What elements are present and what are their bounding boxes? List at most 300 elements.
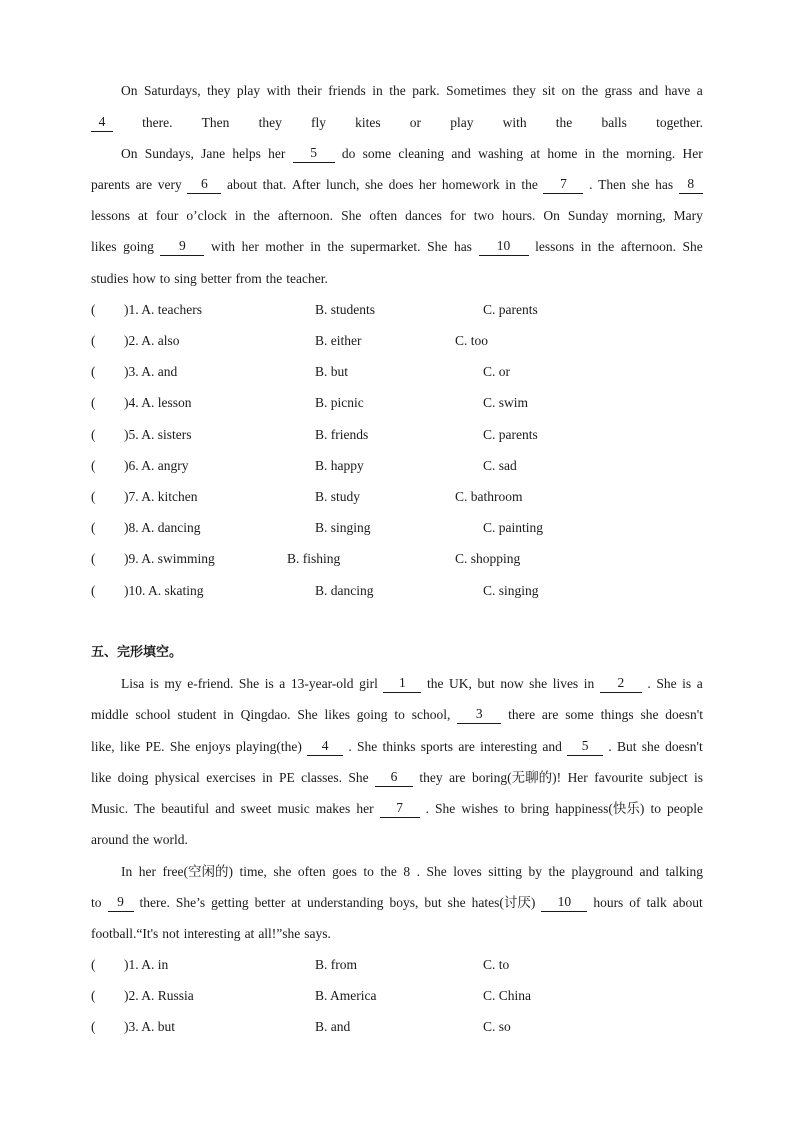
question-option-c: C. to: [483, 957, 510, 972]
passage2-line: [91, 738, 703, 756]
word: on: [561, 83, 576, 98]
word: goes: [332, 864, 357, 879]
word: doesn't: [665, 739, 703, 754]
word: things: [600, 707, 634, 722]
word: do: [341, 146, 356, 161]
section-heading: 五、完形填空。: [91, 645, 183, 660]
question-option-c: C. bathroom: [455, 489, 523, 504]
word: the: [597, 239, 615, 254]
word: and: [639, 864, 659, 879]
answer-paren[interactable]: (: [91, 302, 96, 317]
word: people: [667, 801, 703, 816]
word: afternoon.: [620, 239, 676, 254]
word: the: [265, 271, 283, 286]
word: to: [650, 801, 661, 816]
question-option-c: C. so: [483, 1019, 511, 1034]
passage1-line: [91, 270, 703, 288]
answer-blank[interactable]: 6: [187, 176, 221, 194]
word: boys,: [389, 895, 419, 910]
question-option-c: C. or: [483, 364, 510, 379]
question-option-b: B. America: [315, 988, 377, 1003]
word: and: [542, 739, 562, 754]
question-option-a: )2. A. also: [124, 333, 180, 348]
answer-blank[interactable]: 1: [383, 675, 421, 693]
word: the: [380, 864, 397, 879]
word: to: [504, 801, 515, 816]
question-option-b: B. singing: [315, 520, 371, 535]
answer-paren[interactable]: (: [91, 333, 96, 348]
passage2-line: [91, 706, 703, 724]
word: in: [310, 239, 321, 254]
word: wishes: [461, 801, 499, 816]
word: morning,: [616, 208, 666, 223]
word: my: [164, 676, 182, 691]
question-option-a: )1. A. in: [124, 957, 169, 972]
question-option-c: C. parents: [483, 427, 538, 442]
passage2-line: [121, 675, 703, 693]
word: middle: [91, 707, 129, 722]
question-option-a: )2. A. Russia: [124, 988, 194, 1003]
word: with: [502, 115, 527, 130]
word: the: [555, 115, 573, 130]
passage2-line: [91, 800, 703, 818]
answer-paren[interactable]: (: [91, 957, 96, 972]
word: has: [453, 239, 472, 254]
word: school,: [411, 707, 451, 722]
answer-blank[interactable]: 2: [600, 675, 642, 693]
answer-paren[interactable]: (: [91, 427, 96, 442]
answer-blank[interactable]: 9: [108, 894, 134, 912]
word: her: [268, 146, 286, 161]
question-option-b: B. either: [315, 333, 362, 348]
word: in: [584, 146, 596, 161]
word: very: [157, 177, 182, 192]
word: two: [473, 208, 494, 223]
word: with: [266, 83, 291, 98]
question-option-a: )3. A. and: [124, 364, 178, 379]
passage2-line: [91, 925, 703, 943]
word: bring: [520, 801, 550, 816]
word: says.: [304, 926, 331, 941]
word: balls: [601, 115, 627, 130]
word: she: [631, 177, 650, 192]
word: free(空闲的): [162, 864, 233, 879]
answer-paren[interactable]: (: [91, 583, 96, 598]
word: music: [277, 801, 310, 816]
word: she: [529, 676, 548, 691]
word: often: [369, 208, 398, 223]
answer-blank[interactable]: 6: [375, 769, 413, 787]
word: homework: [441, 177, 500, 192]
word: to: [159, 271, 171, 286]
question-option-b: B. picnic: [315, 395, 364, 410]
word: interesting: [183, 926, 241, 941]
word: talk: [646, 895, 667, 910]
word: some: [565, 707, 594, 722]
word: playing(the): [235, 739, 302, 754]
question-option-c: C. China: [483, 988, 532, 1003]
word: talking: [665, 864, 703, 879]
word: is: [682, 676, 692, 691]
word: a: [696, 676, 703, 691]
word: at: [291, 895, 302, 910]
word: they: [207, 83, 231, 98]
question-option-b: B. dancing: [315, 583, 374, 598]
word: to: [91, 895, 102, 910]
word: is: [693, 770, 703, 785]
word: girl: [359, 676, 378, 691]
answer-paren[interactable]: (: [91, 551, 96, 566]
word: But: [617, 739, 637, 754]
word: student: [177, 707, 217, 722]
word: like: [119, 739, 141, 754]
word: Music.: [91, 801, 129, 816]
word: have: [664, 83, 691, 98]
word: she: [447, 895, 466, 910]
word: in: [223, 707, 234, 722]
answer-blank[interactable]: 9: [160, 238, 204, 256]
answer-blank[interactable]: 8: [679, 176, 703, 194]
passage1-line: [91, 207, 703, 225]
word: Her: [567, 770, 588, 785]
word: her: [418, 177, 437, 192]
word: about: [226, 177, 257, 192]
word: often: [297, 864, 326, 879]
word: kites: [355, 115, 381, 130]
passage1-line: [91, 114, 703, 132]
word: and: [451, 146, 471, 161]
question-option-a: )10. A. skating: [124, 583, 204, 598]
word: in: [580, 239, 592, 254]
word: around: [91, 832, 129, 847]
passage2-line: [91, 831, 703, 849]
word: makes: [315, 801, 351, 816]
word: are: [458, 739, 475, 754]
question-option-a: )7. A. kitchen: [124, 489, 198, 504]
word: to: [363, 864, 374, 879]
question-option-b: B. study: [315, 489, 361, 504]
word: boring(无聊的)!: [471, 770, 562, 785]
word: Qingdao.: [240, 707, 291, 722]
word: she: [364, 177, 383, 192]
passage1-line: [91, 176, 703, 194]
word: the: [132, 832, 149, 847]
word: sit: [542, 83, 556, 98]
word: play: [450, 115, 474, 130]
word: the: [253, 208, 270, 223]
answer-paren[interactable]: (: [91, 395, 96, 410]
answer-paren[interactable]: (: [91, 988, 96, 1003]
word: She: [348, 770, 369, 785]
word: in: [505, 177, 516, 192]
answer-blank[interactable]: 7: [380, 800, 420, 818]
word: .: [647, 676, 651, 691]
word: how: [132, 271, 156, 286]
word: there.: [139, 895, 170, 910]
word: She: [169, 739, 191, 754]
word: hates(讨厌): [471, 895, 536, 910]
passage1-line: [121, 145, 703, 163]
word: Saturdays,: [143, 83, 201, 98]
question-option-b: B. students: [315, 302, 376, 317]
word: from: [235, 271, 262, 286]
word: by: [528, 864, 542, 879]
answer-blank[interactable]: 10: [479, 238, 529, 256]
word: the: [548, 864, 565, 879]
word: they: [512, 83, 536, 98]
answer-paren[interactable]: (: [91, 458, 96, 473]
word: play: [236, 83, 261, 98]
word: better: [200, 271, 232, 286]
word: are: [449, 770, 466, 785]
word: like,: [91, 739, 115, 754]
word: is: [264, 676, 274, 691]
question-option-a: )3. A. but: [124, 1019, 176, 1034]
word: She: [297, 707, 318, 722]
word: not: [162, 926, 180, 941]
word: in: [262, 770, 273, 785]
word: at: [244, 926, 255, 941]
word: her: [138, 864, 156, 879]
word: .: [348, 739, 352, 754]
word: exercises: [206, 770, 256, 785]
word: teacher.: [286, 271, 328, 286]
question-option-a: )1. A. teachers: [124, 302, 202, 317]
answer-paren[interactable]: (: [91, 520, 96, 535]
word: or: [409, 115, 422, 130]
word: she: [641, 739, 660, 754]
word: loves: [453, 864, 482, 879]
word: but: [477, 676, 495, 691]
word: like: [91, 770, 112, 785]
word: are: [135, 177, 153, 192]
word: lives: [552, 676, 579, 691]
word: at: [138, 208, 148, 223]
word: She: [427, 239, 448, 254]
word: enjoys: [195, 739, 231, 754]
word: playground: [571, 864, 633, 879]
word: She: [341, 208, 362, 223]
answer-blank[interactable]: 5: [567, 738, 603, 756]
word: happiness(快乐): [555, 801, 645, 816]
word: time,: [239, 864, 267, 879]
word: Mary: [673, 208, 703, 223]
word: her: [241, 239, 259, 254]
word: for: [449, 208, 466, 223]
word: hours: [593, 895, 624, 910]
word: home: [547, 146, 578, 161]
word: lessons: [535, 239, 575, 254]
word: school: [135, 707, 171, 722]
word: UK,: [449, 676, 472, 691]
question-option-c: C. singing: [483, 583, 539, 598]
word: there.: [142, 115, 173, 130]
word: but: [424, 895, 442, 910]
word: 8: [403, 864, 411, 879]
word: afternoon.: [277, 208, 334, 223]
word: she: [640, 707, 659, 722]
word: and: [215, 801, 235, 816]
word: supermarket.: [350, 239, 421, 254]
word: .: [416, 864, 420, 879]
word: PE: [278, 770, 295, 785]
word: understanding: [307, 895, 384, 910]
answer-blank[interactable]: 4: [91, 114, 113, 132]
word: beautiful: [161, 801, 210, 816]
question-option-c: C. shopping: [455, 551, 521, 566]
word: o’clock: [186, 208, 227, 223]
word: park.: [412, 83, 440, 98]
answer-blank[interactable]: 3: [457, 706, 501, 724]
question-option-a: )9. A. swimming: [124, 551, 215, 566]
word: grass: [604, 83, 633, 98]
word: the: [521, 177, 538, 192]
passage2-line: [121, 863, 703, 881]
word: .: [589, 177, 593, 192]
word: at: [530, 146, 541, 161]
word: in: [372, 83, 383, 98]
word: physical: [154, 770, 200, 785]
word: sitting: [488, 864, 522, 879]
question-option-a: )4. A. lesson: [124, 395, 192, 410]
word: sing: [174, 271, 197, 286]
word: She: [357, 739, 378, 754]
word: has: [655, 177, 674, 192]
word: Her: [682, 146, 703, 161]
word: likes: [324, 707, 350, 722]
question-option-c: C. painting: [483, 520, 543, 535]
word: lunch,: [325, 177, 360, 192]
word: to: [394, 707, 405, 722]
answer-blank[interactable]: 10: [541, 894, 587, 912]
passage2-line: [91, 769, 703, 787]
word: a: [696, 83, 703, 98]
word: .: [608, 739, 612, 754]
question-option-c: C. parents: [483, 302, 538, 317]
question-option-c: C. sad: [483, 458, 517, 473]
word: getting: [211, 895, 249, 910]
word: going: [356, 707, 388, 722]
answer-paren[interactable]: (: [91, 489, 96, 504]
answer-blank[interactable]: 5: [293, 145, 335, 163]
word: Sunday: [567, 208, 609, 223]
word: parents: [91, 177, 130, 192]
answer-paren[interactable]: (: [91, 364, 96, 379]
question-option-b: B. happy: [315, 458, 364, 473]
word: She: [426, 864, 447, 879]
answer-paren[interactable]: (: [91, 1019, 96, 1034]
word: .: [425, 801, 430, 816]
word: together.: [656, 115, 703, 130]
passage1-line: [91, 238, 703, 256]
word: doing: [117, 770, 149, 785]
word: there: [508, 707, 536, 722]
word: The: [134, 801, 156, 816]
word: sweet: [240, 801, 272, 816]
word: the: [581, 83, 599, 98]
word: they: [419, 770, 443, 785]
word: the: [426, 676, 444, 691]
word: world.: [153, 832, 188, 847]
word: the: [602, 146, 619, 161]
word: sports: [420, 739, 454, 754]
word: in: [234, 208, 246, 223]
word: Jane: [201, 146, 226, 161]
word: e-friend.: [187, 676, 234, 691]
word: interesting: [480, 739, 538, 754]
word: doesn't: [665, 707, 703, 722]
word: On: [543, 208, 560, 223]
word: about: [672, 895, 703, 910]
question-option-b: B. fishing: [287, 551, 341, 566]
word: lessons: [91, 208, 131, 223]
word: On: [121, 83, 138, 98]
word: they: [258, 115, 282, 130]
word: helps: [232, 146, 261, 161]
answer-blank[interactable]: 7: [543, 176, 583, 194]
question-option-b: B. and: [315, 1019, 351, 1034]
word: Lisa: [121, 676, 145, 691]
word: She: [656, 676, 677, 691]
word: are: [541, 707, 559, 722]
word: subject: [649, 770, 688, 785]
question-option-b: B. from: [315, 957, 357, 972]
answer-blank[interactable]: 4: [307, 738, 343, 756]
word: friends: [328, 83, 366, 98]
question-option-c: C. swim: [483, 395, 529, 410]
word: On: [121, 146, 138, 161]
question-option-b: B. but: [315, 364, 349, 379]
word: dances: [405, 208, 442, 223]
question-option-a: )6. A. angry: [124, 458, 189, 473]
word: the: [389, 83, 406, 98]
word: she: [273, 864, 292, 879]
question-option-a: )5. A. sisters: [124, 427, 192, 442]
word: with: [211, 239, 236, 254]
word: all!”she: [258, 926, 301, 941]
passage1-line: [121, 82, 703, 100]
word: likes: [91, 239, 117, 254]
passage2-line: [91, 894, 703, 912]
question-option-c: C. too: [455, 333, 489, 348]
word: Sundays,: [144, 146, 194, 161]
word: 13-year-old: [290, 676, 354, 691]
word: In: [121, 864, 133, 879]
word: in: [583, 676, 595, 691]
word: a: [279, 676, 286, 691]
word: of: [629, 895, 641, 910]
word: now: [500, 676, 524, 691]
word: her: [356, 801, 374, 816]
word: does: [388, 177, 414, 192]
word: Then: [201, 115, 230, 130]
word: She: [682, 239, 703, 254]
word: football.“It's: [91, 926, 159, 941]
word: morning.: [626, 146, 676, 161]
word: fly: [310, 115, 326, 130]
word: better: [254, 895, 286, 910]
word: Sometimes: [446, 83, 507, 98]
question-option-b: B. friends: [315, 427, 369, 442]
word: mother: [265, 239, 304, 254]
word: After: [291, 177, 321, 192]
question-option-a: )8. A. dancing: [124, 520, 201, 535]
word: is: [149, 676, 159, 691]
word: Then: [598, 177, 626, 192]
word: studies: [91, 271, 129, 286]
word: hours.: [501, 208, 536, 223]
word: classes.: [301, 770, 342, 785]
